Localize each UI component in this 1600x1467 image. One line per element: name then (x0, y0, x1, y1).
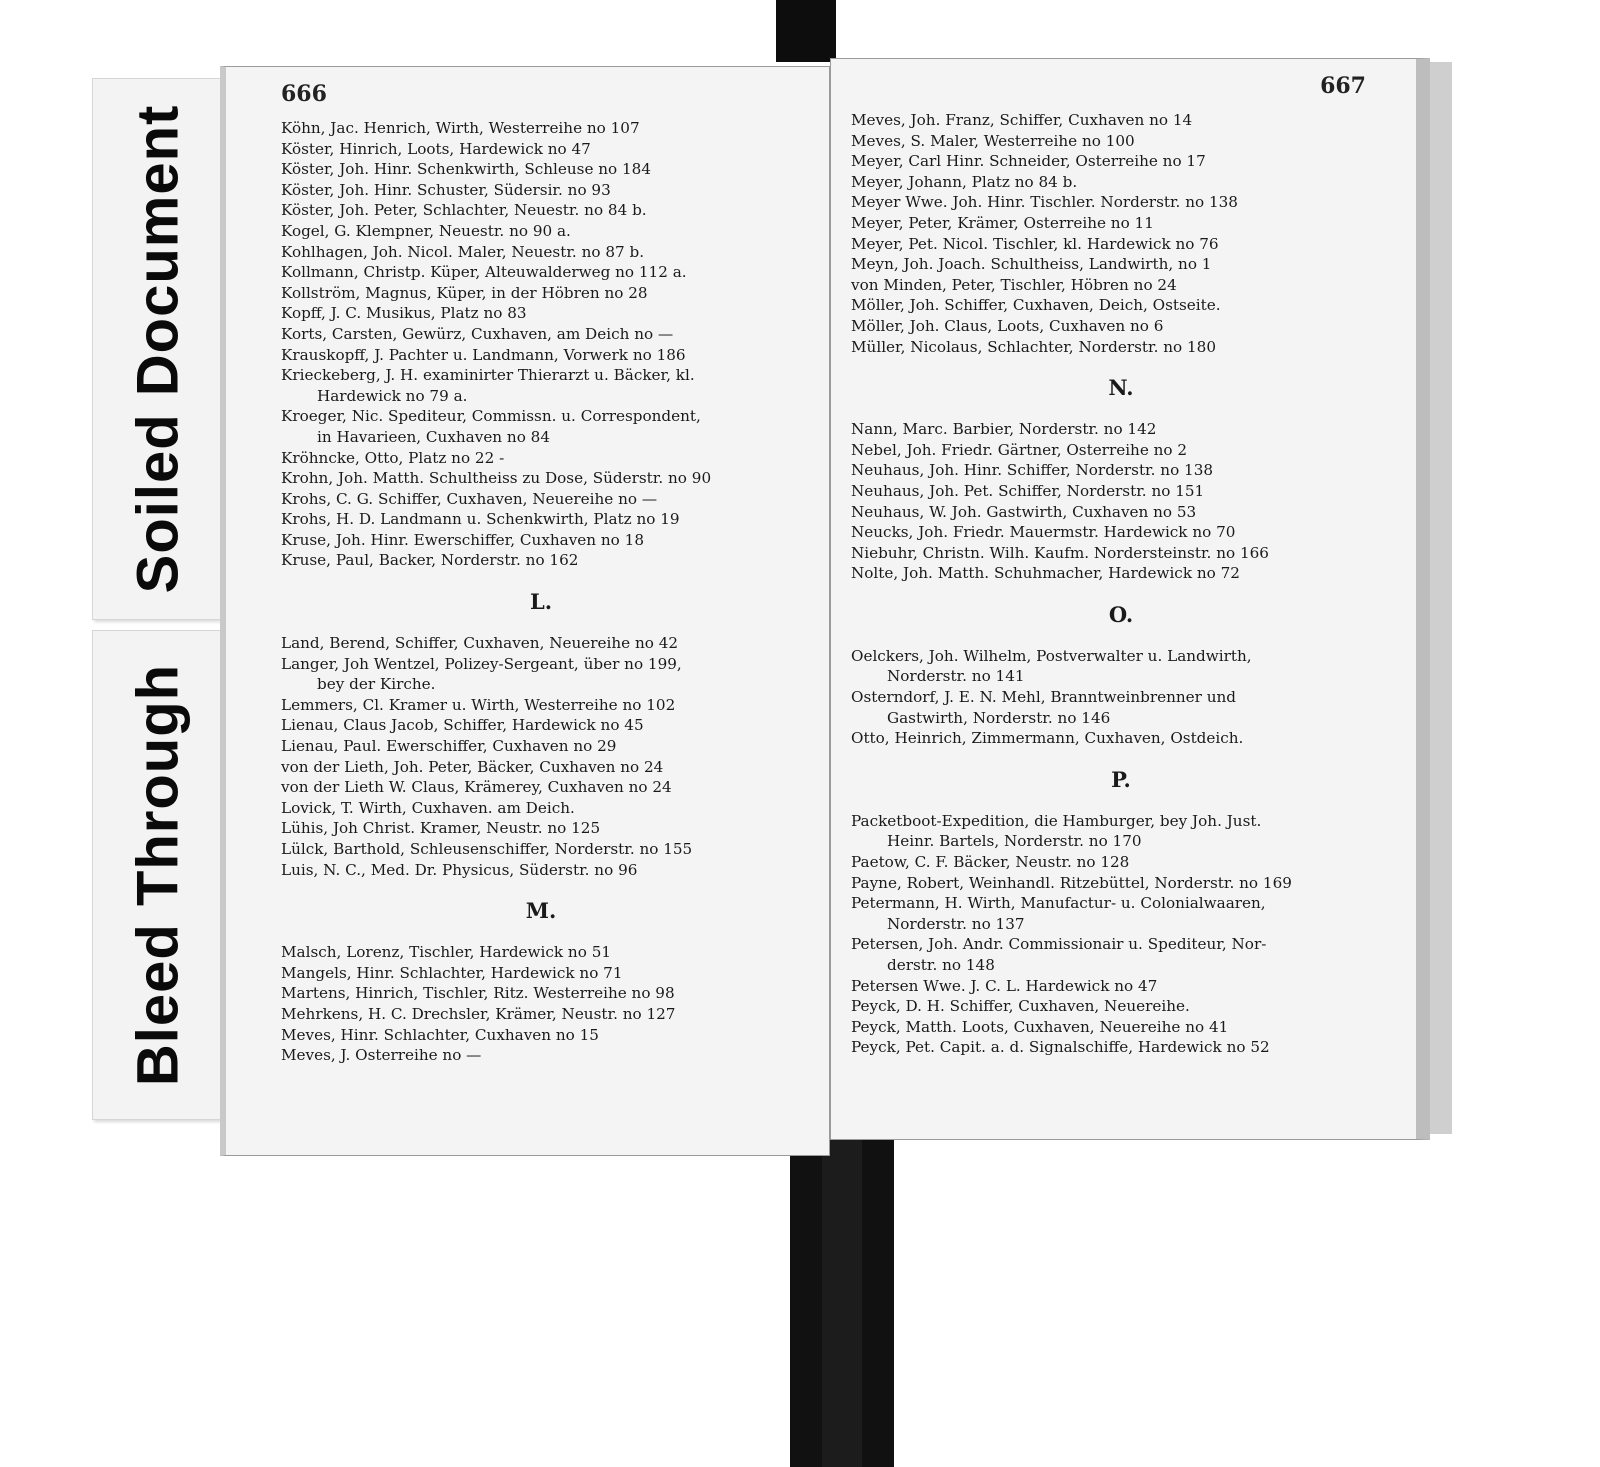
directory-entry (281, 860, 801, 881)
directory-entry (281, 633, 801, 654)
directory-entry (281, 303, 801, 324)
directory-entry (851, 460, 1391, 481)
section-spacer (851, 584, 1391, 598)
directory-entry (281, 262, 801, 283)
section-spacer (851, 405, 1391, 419)
directory-entry (851, 481, 1391, 502)
binding-bottom (790, 1138, 894, 1467)
entry-text: Petersen Wwe. J. C. L. Hardewick no 47 (851, 976, 1158, 995)
directory-entry (281, 818, 801, 839)
directory-entry (851, 440, 1391, 461)
entry-text: Krauskopff, J. Pachter u. Landmann, Vorwerk no 186 (281, 345, 686, 364)
entry-text: Lienau, Paul. Ewerschiffer, Cuxhaven no 29 (281, 737, 617, 756)
entry-text: Malsch, Lorenz, Tischler, Hardewick no 51 (281, 943, 612, 962)
entry-text: Köster, Hinrich, Loots, Hardewick no 47 (281, 139, 591, 158)
section-spacer (281, 571, 801, 585)
entry-text: Müller, Nicolaus, Schlachter, Norderstr. no 180 (851, 337, 1216, 356)
directory-entry (281, 1004, 801, 1025)
directory-entry (281, 406, 801, 447)
soiled-document-tab (92, 78, 224, 620)
bleed-through-label: Bleed Through (125, 663, 191, 1087)
entry-text: Möller, Joh. Schiffer, Cuxhaven, Deich, Ostseite. (851, 296, 1221, 315)
directory-entry (851, 234, 1391, 255)
directory-entry (851, 275, 1391, 296)
section-spacer (281, 619, 801, 633)
entry-text: Neuhaus, W. Joh. Gastwirth, Cuxhaven no 53 (851, 502, 1197, 521)
directory-entry (851, 934, 1391, 975)
entry-text: Meves, Joh. Franz, Schiffer, Cuxhaven no 14 (851, 111, 1193, 129)
directory-entry (281, 448, 801, 469)
entry-text: Kruse, Paul, Backer, Norderstr. no 162 (281, 551, 579, 570)
page-edge-right (1430, 62, 1452, 1134)
entry-text: Meves, J. Osterreihe no — (281, 1046, 482, 1065)
directory-entry (851, 563, 1391, 584)
entry-text: Paetow, C. F. Bäcker, Neustr. no 128 (851, 853, 1130, 872)
directory-entry (281, 757, 801, 778)
entry-text: Meyer, Pet. Nicol. Tischler, kl. Hardewick no 76 (851, 234, 1219, 253)
entry-text: Peyck, D. H. Schiffer, Cuxhaven, Neuereihe. (851, 997, 1190, 1016)
directory-entry (281, 242, 801, 263)
page-number: 667 (1320, 73, 1366, 99)
section-spacer (281, 880, 801, 894)
entry-text: Köster, Joh. Peter, Schlachter, Neuestr. no 84 b. (281, 201, 647, 220)
right-page (830, 58, 1430, 1140)
directory-entry (281, 118, 801, 139)
entry-text: Neuhaus, Joh. Pet. Schiffer, Norderstr. no 151 (851, 481, 1205, 500)
entry-text: Martens, Hinrich, Tischler, Ritz. Westerreihe no 98 (281, 984, 675, 1003)
entry-continuation: derstr. no 148 (887, 956, 995, 974)
directory-entry (281, 468, 801, 489)
entry-text: von Minden, Peter, Tischler, Höbren no 24 (851, 275, 1177, 294)
directory-entry (281, 942, 801, 963)
directory-entry (851, 110, 1391, 131)
page-number: 666 (281, 81, 327, 107)
entry-text: Köster, Joh. Hinr. Schenkwirth, Schleuse no 184 (281, 160, 651, 179)
section-spacer (851, 632, 1391, 646)
directory-entry (851, 893, 1391, 934)
entry-text: Peyck, Matth. Loots, Cuxhaven, Neuereihe no 41 (851, 1017, 1229, 1036)
entry-text: Mangels, Hinr. Schlachter, Hardewick no 71 (281, 963, 623, 982)
entry-text: Kollmann, Christp. Küper, Alteuwalderweg no 112 a. (281, 263, 687, 282)
entry-text: Meyer Wwe. Joh. Hinr. Tischler. Norderstr. no 138 (851, 193, 1238, 212)
entry-list (851, 110, 1391, 1058)
directory-entry (281, 550, 801, 571)
directory-entry (851, 873, 1391, 894)
directory-entry (281, 324, 801, 345)
directory-entry (281, 983, 801, 1004)
directory-entry (851, 976, 1391, 997)
directory-entry (281, 159, 801, 180)
entry-text: Land, Berend, Schiffer, Cuxhaven, Neuereihe no 42 (281, 634, 679, 653)
directory-entry (281, 654, 801, 695)
directory-entry (281, 345, 801, 366)
entry-text: Oelckers, Joh. Wilhelm, Postverwalter u. Landwirth, (851, 646, 1252, 665)
entry-text: Niebuhr, Christn. Wilh. Kaufm. Nordersteinstr. no 166 (851, 543, 1269, 562)
entry-continuation: Hardewick no 79 a. (317, 386, 468, 405)
entry-text: Meves, S. Maler, Westerreihe no 100 (851, 131, 1135, 150)
entry-text: Lühis, Joh Christ. Kramer, Neustr. no 125 (281, 819, 601, 838)
directory-entry (851, 852, 1391, 873)
directory-entry (851, 192, 1391, 213)
section-spacer (851, 357, 1391, 371)
entry-text: Kollström, Magnus, Küper, in der Höbren no 28 (281, 283, 648, 302)
directory-entry (851, 687, 1391, 728)
directory-entry (851, 646, 1391, 687)
directory-entry (851, 151, 1391, 172)
directory-entry (281, 365, 801, 406)
directory-entry (851, 337, 1391, 358)
directory-entry (281, 180, 801, 201)
directory-entry (851, 295, 1391, 316)
directory-entry (851, 419, 1391, 440)
directory-entry (851, 543, 1391, 564)
entry-list (281, 118, 801, 1066)
directory-entry (281, 736, 801, 757)
entry-text: Nebel, Joh. Friedr. Gärtner, Osterreihe no 2 (851, 440, 1188, 459)
entry-text: Petermann, H. Wirth, Manufactur- u. Colonialwaaren, (851, 894, 1266, 913)
entry-text: Neuhaus, Joh. Hinr. Schiffer, Norderstr. no 138 (851, 461, 1214, 480)
entry-text: Kogel, G. Klempner, Neuestr. no 90 a. (281, 221, 571, 240)
entry-text: von der Lieth, Joh. Peter, Bäcker, Cuxhaven no 24 (281, 757, 664, 776)
directory-entry (851, 996, 1391, 1017)
section-letter: P. (1111, 766, 1131, 792)
entry-text: Lienau, Claus Jacob, Schiffer, Hardewick no 45 (281, 716, 644, 735)
section-spacer (851, 749, 1391, 763)
entry-text: Kohlhagen, Joh. Nicol. Maler, Neuestr. no 87 b. (281, 242, 645, 261)
entry-text: Petersen, Joh. Andr. Commissionair u. Spediteur, Nor- (851, 935, 1267, 954)
directory-entry (851, 213, 1391, 234)
directory-entry (281, 715, 801, 736)
directory-entry (281, 489, 801, 510)
entry-text: Lülck, Barthold, Schleusenschiffer, Norderstr. no 155 (281, 840, 693, 858)
entry-text: Korts, Carsten, Gewürz, Cuxhaven, am Deich no — (281, 324, 674, 343)
directory-entry (851, 1037, 1391, 1058)
section-letter: L. (529, 589, 553, 615)
section-letter: O. (1108, 601, 1134, 627)
entry-text: Krohn, Joh. Matth. Schultheiss zu Dose, Süderstr. no 90 (281, 469, 712, 488)
directory-entry (281, 221, 801, 242)
entry-text: Mehrkens, H. C. Drechsler, Krämer, Neustr. no 127 (281, 1004, 676, 1023)
entry-text: Payne, Robert, Weinhandl. Ritzebüttel, Norderstr. no 169 (851, 873, 1292, 892)
entry-text: Otto, Heinrich, Zimmermann, Cuxhaven, Ostdeich. (851, 729, 1244, 748)
entry-continuation: Gastwirth, Norderstr. no 146 (887, 708, 1111, 727)
entry-text: Peyck, Pet. Capit. a. d. Signalschiffe, Hardewick no 52 (851, 1038, 1270, 1057)
entry-text: Krieckeberg, J. H. examinirter Thierarzt u. Bäcker, kl. (281, 366, 695, 385)
directory-entry (281, 283, 801, 304)
entry-text: Krohs, H. D. Landmann u. Schenkwirth, Platz no 19 (281, 510, 680, 529)
entry-text: Möller, Joh. Claus, Loots, Cuxhaven no 6 (851, 316, 1164, 335)
directory-entry (851, 172, 1391, 193)
entry-text: Nolte, Joh. Matth. Schuhmacher, Hardewick no 72 (851, 564, 1240, 583)
entry-continuation: in Havarieen, Cuxhaven no 84 (317, 427, 550, 446)
directory-entry (851, 1017, 1391, 1038)
section-spacer (851, 797, 1391, 811)
bleed-through-tab (92, 630, 224, 1120)
entry-continuation: Norderstr. no 137 (887, 914, 1025, 933)
directory-entry (851, 522, 1391, 543)
directory-entry (281, 798, 801, 819)
directory-entry (281, 139, 801, 160)
entry-text: Köhn, Jac. Henrich, Wirth, Westerreihe no 107 (281, 119, 640, 137)
entry-text: Neucks, Joh. Friedr. Mauermstr. Hardewick no 70 (851, 523, 1236, 542)
entry-text: Meyn, Joh. Joach. Schultheiss, Landwirth, no 1 (851, 255, 1212, 274)
entry-text: Lovick, T. Wirth, Cuxhaven. am Deich. (281, 798, 575, 817)
directory-entry (281, 530, 801, 551)
entry-text: Langer, Joh Wentzel, Polizey-Sergeant, über no 199, (281, 654, 682, 673)
directory-entry (281, 839, 801, 860)
directory-entry (851, 131, 1391, 152)
directory-entry (851, 316, 1391, 337)
section-spacer (281, 928, 801, 942)
directory-entry (281, 1045, 801, 1066)
left-page (220, 66, 830, 1156)
entry-text: von der Lieth W. Claus, Krämerey, Cuxhaven no 24 (281, 778, 672, 797)
directory-entry (281, 777, 801, 798)
entry-text: Meyer, Peter, Krämer, Osterreihe no 11 (851, 213, 1154, 232)
entry-text: Kruse, Joh. Hinr. Ewerschiffer, Cuxhaven no 18 (281, 530, 644, 549)
entry-text: Osterndorf, J. E. N. Mehl, Branntweinbrenner und (851, 688, 1237, 707)
entry-text: Nann, Marc. Barbier, Norderstr. no 142 (851, 420, 1157, 439)
entry-continuation: bey der Kirche. (317, 675, 436, 694)
section-letter: M. (525, 898, 557, 924)
directory-entry (281, 695, 801, 716)
entry-continuation: Heinr. Bartels, Norderstr. no 170 (887, 832, 1142, 851)
entry-text: Meves, Hinr. Schlachter, Cuxhaven no 15 (281, 1025, 599, 1044)
section-letter: N. (1108, 375, 1134, 401)
entry-text: Kröhncke, Otto, Platz no 22 - (281, 448, 505, 467)
entry-text: Kopff, J. C. Musikus, Platz no 83 (281, 304, 527, 323)
directory-entry (281, 1025, 801, 1046)
directory-entry (851, 728, 1391, 749)
entry-text: Meyer, Carl Hinr. Schneider, Osterreihe no 17 (851, 152, 1206, 171)
entry-text: Luis, N. C., Med. Dr. Physicus, Süderstr. no 96 (281, 860, 638, 879)
binding-top (776, 0, 836, 62)
soiled-document-label: Soiled Document (125, 104, 191, 594)
directory-entry (851, 811, 1391, 852)
directory-entry (851, 254, 1391, 275)
entry-text: Krohs, C. G. Schiffer, Cuxhaven, Neuereihe no — (281, 489, 658, 508)
entry-text: Kroeger, Nic. Spediteur, Commissn. u. Correspondent, (281, 407, 701, 426)
entry-text: Köster, Joh. Hinr. Schuster, Südersir. no 93 (281, 180, 611, 199)
directory-entry (281, 963, 801, 984)
entry-continuation: Norderstr. no 141 (887, 667, 1025, 686)
entry-text: Packetboot-Expedition, die Hamburger, bey Joh. Just. (851, 811, 1262, 830)
directory-entry (281, 200, 801, 221)
entry-text: Meyer, Johann, Platz no 84 b. (851, 172, 1078, 191)
directory-entry (851, 502, 1391, 523)
directory-entry (281, 509, 801, 530)
entry-text: Lemmers, Cl. Kramer u. Wirth, Westerreihe no 102 (281, 695, 676, 714)
